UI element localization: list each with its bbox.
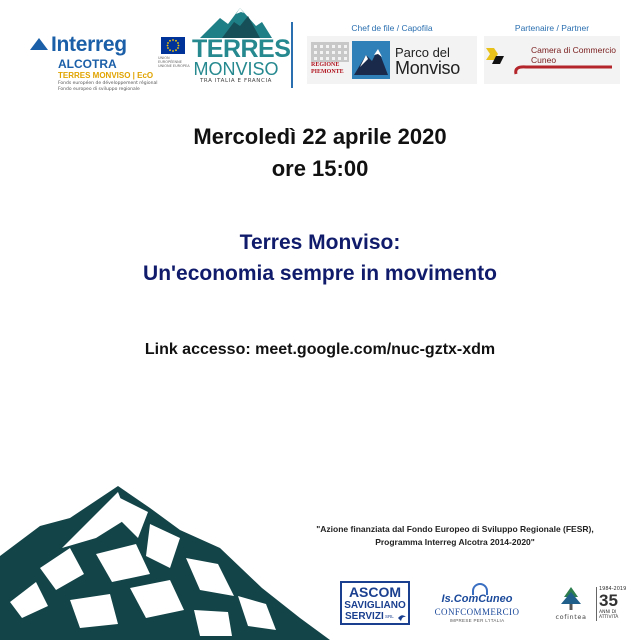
cofintea-logo — [548, 585, 594, 625]
eu-caption: UNION EUROPÉENNE UNIONE EUROPEA — [158, 56, 190, 68]
camera-commercio-text: Camera di Commercio — [531, 45, 617, 55]
header-logos — [0, 0, 640, 100]
lead-partner-label: Chef de file / Capofila — [351, 23, 433, 33]
anniversary-years: 1984-2019 — [599, 586, 627, 592]
funding-note-line1: "Azione finanziata dal Fondo Europeo di Sviluppo Regionale (FESR), — [316, 524, 594, 534]
regione-grid-icon — [311, 42, 349, 62]
header-divider — [291, 22, 293, 88]
fund-fr-text: Fonds européen de développement régional — [58, 81, 158, 86]
cofintea-divider — [596, 587, 597, 621]
anniversary-caption: ANNI DI ATTIVITÀ — [599, 610, 619, 620]
lead-partner-logos — [307, 36, 477, 84]
srl-text: SRL — [385, 614, 394, 619]
funding-note-line2: Programma Interreg Alcotra 2014-2020" — [375, 537, 535, 547]
mountain-illustration — [0, 478, 340, 640]
savigliano-text: SAVIGLIANO — [344, 600, 406, 611]
terres-text: TERRES — [192, 35, 291, 63]
terres-monviso-eco-text: TERRES MONVISO | EcO — [58, 71, 154, 80]
servizi-text: SERVIZI — [345, 611, 384, 622]
camera-swoosh-icon — [512, 62, 616, 78]
cuneo-text: Cuneo — [531, 55, 557, 65]
parco-text-line2: Monviso — [395, 58, 460, 78]
ascom-savigliano-logo — [340, 581, 410, 625]
event-time: ore 15:00 — [271, 156, 369, 181]
ascom-text: ASCOM — [348, 584, 402, 600]
event-date: Mercoledì 22 aprile 2020 — [193, 124, 447, 149]
cofintea-tree-icon — [548, 585, 594, 613]
eu-flag-icon — [161, 37, 185, 54]
event-title-line2: Un'economia sempre in movimento — [143, 262, 497, 285]
fund-it-text: Fondo europeo di sviluppo regionale — [58, 87, 140, 92]
meeting-link[interactable]: Link accesso: meet.google.com/nuc-gztx-xdm — [144, 341, 496, 358]
ascom-bird-icon — [397, 612, 407, 622]
imprese-text: IMPRESE PER L'ITALIA — [449, 618, 505, 623]
terres-tagline: TRA ITALIA E FRANCIA — [199, 78, 273, 84]
interreg-triangle-icon — [30, 38, 48, 50]
alcotra-text: ALCOTRA — [58, 57, 117, 71]
camera-commercio-mark-icon — [486, 42, 506, 72]
event-title-line1: Terres Monviso: — [239, 231, 401, 254]
mountain-logo-icon — [200, 8, 272, 38]
anniversary-number: 35 — [599, 591, 618, 610]
partner-logos — [484, 36, 620, 84]
monviso-text: MONVISO — [193, 59, 279, 79]
interreg-brand-text: Interreg — [51, 33, 127, 56]
terres-monviso-logo — [192, 8, 291, 88]
interreg-wordmark — [30, 33, 127, 57]
regione-piemonte-logo — [311, 42, 349, 80]
regione-text: REGIONE PIEMONTE — [311, 62, 344, 75]
parco-monviso-mountain-icon — [352, 41, 390, 79]
iscom-text: Is.ComCuneo — [441, 593, 513, 605]
anniversary-badge — [599, 586, 629, 622]
iscom-confcommercio-logo — [427, 583, 527, 625]
parco-text-line1: Parco del — [395, 45, 450, 60]
cofintea-text: cofintea — [555, 613, 587, 621]
partner-label: Partenaire / Partner — [514, 23, 590, 33]
confcommercio-text: CONFCOMMERCIO — [434, 607, 520, 617]
